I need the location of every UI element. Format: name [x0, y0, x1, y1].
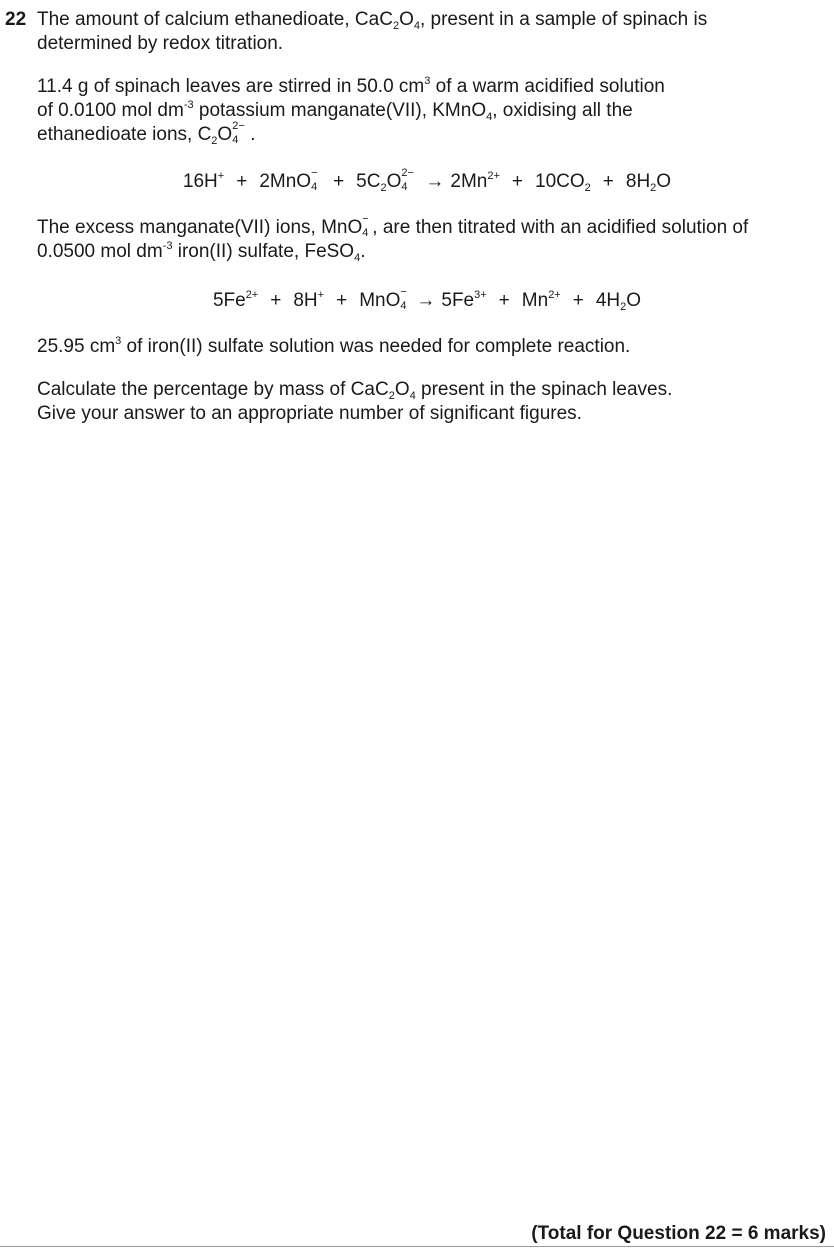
plus-sign: + [511, 171, 523, 192]
subscript: 2 [392, 20, 400, 32]
ion-superscript: 2− [401, 167, 414, 179]
superscript: -3 [183, 99, 194, 111]
eq-term: 8H [293, 290, 318, 311]
intro-text: determined by redox titration. [37, 33, 284, 54]
setup-text: of a warm acidified solution [430, 76, 665, 97]
ion-superscript: − [311, 167, 318, 179]
equation-oxalate-permanganate [37, 167, 817, 194]
volume-text: of iron(II) sulfate solution was needed for complete reaction. [121, 336, 631, 357]
plus-sign: + [333, 171, 345, 192]
question-number: 22 [5, 9, 27, 30]
plus-sign: + [236, 171, 248, 192]
reaction-arrow: → [416, 290, 436, 311]
excess-text: . [360, 241, 366, 262]
total-marks: (Total for Question 22 = 6 marks) [531, 1223, 826, 1244]
ion-superscript: 2− [232, 120, 245, 132]
setup-paragraph [37, 75, 817, 147]
task-text: Calculate the percentage by mass of CaC [37, 379, 389, 400]
superscript: -3 [162, 240, 173, 252]
plus-sign: + [602, 171, 614, 192]
ion-charge [232, 120, 250, 146]
question-body [37, 8, 817, 426]
ion-subscript: 4 [362, 227, 369, 239]
subscript: 2 [584, 182, 591, 194]
subscript: 4 [354, 252, 361, 264]
superscript: + [217, 170, 225, 182]
superscript: 2+ [245, 289, 259, 301]
eq-term: 16H [182, 171, 218, 192]
setup-text: ethanedioate ions, C [37, 124, 212, 145]
superscript: 3 [115, 335, 122, 347]
subscript: 2 [211, 135, 218, 147]
plus-sign: + [270, 290, 282, 311]
excess-text: iron(II) sulfate, FeSO [172, 241, 355, 262]
subscript: 2 [650, 182, 657, 194]
superscript: 2+ [487, 170, 500, 182]
eq-term: 5C [356, 171, 381, 192]
eq-term: O [626, 290, 642, 311]
subscript: 4 [413, 20, 420, 32]
task-text: O [394, 379, 410, 400]
plus-sign: + [572, 290, 584, 311]
excess-text: 0.0500 mol dm [37, 241, 163, 262]
setup-text: O [217, 124, 233, 145]
task-paragraph [37, 378, 817, 426]
ion-subscript: 4 [232, 134, 239, 146]
task-text: Give your answer to an appropriate number of significant figures. [37, 403, 582, 424]
subscript: 2 [380, 182, 387, 194]
ion-charge [401, 167, 419, 193]
ion-superscript: − [362, 213, 369, 225]
setup-text: of 0.0100 mol dm [37, 100, 184, 121]
plus-sign: + [498, 290, 510, 311]
subscript: 2 [620, 301, 627, 313]
intro-text: O [399, 9, 414, 30]
superscript: + [317, 289, 325, 301]
eq-term: 4H [595, 290, 621, 311]
eq-term: 2MnO [259, 171, 312, 192]
intro-paragraph [37, 8, 817, 56]
setup-text: . [250, 124, 256, 145]
eq-term: Mn [521, 290, 549, 311]
setup-text: potassium manganate(VII), KMnO [193, 100, 487, 121]
ion-charge [400, 286, 410, 312]
intro-text: , present in a sample of spinach is [419, 9, 708, 30]
ion-subscript: 4 [400, 300, 407, 312]
bottom-rule [0, 1246, 834, 1247]
volume-paragraph [37, 335, 817, 359]
subscript: 2 [388, 390, 395, 402]
subscript: 4 [409, 390, 416, 402]
reaction-arrow: → [425, 171, 445, 192]
subscript: 4 [486, 111, 493, 123]
task-text: present in the spinach leaves. [415, 379, 673, 400]
eq-term: MnO [359, 290, 401, 311]
ion-subscript: 4 [311, 181, 318, 193]
superscript: 3 [424, 75, 431, 87]
excess-paragraph [37, 213, 817, 264]
excess-text: , are then titrated with an acidified solution of [372, 217, 749, 238]
eq-term: 5Fe [441, 290, 475, 311]
volume-text: 25.95 cm [37, 336, 116, 357]
setup-text: 11.4 g of spinach leaves are stirred in 50.0 cm [37, 76, 425, 97]
eq-term: O [386, 171, 402, 192]
eq-term: 10CO [535, 171, 585, 192]
excess-text: The excess manganate(VII) ions, MnO [37, 217, 363, 238]
ion-superscript: − [400, 286, 407, 298]
eq-term: O [656, 171, 672, 192]
eq-term: 5Fe [212, 290, 246, 311]
ion-charge [362, 213, 372, 239]
equation-iron-permanganate [37, 286, 817, 313]
plus-sign: + [336, 290, 348, 311]
eq-term: 8H [625, 171, 651, 192]
superscript: 3+ [474, 289, 487, 301]
setup-text: , oxidising all the [492, 100, 633, 121]
intro-text: The amount of calcium ethanedioate, CaC [37, 9, 393, 30]
superscript: 2+ [548, 289, 561, 301]
ion-charge [311, 167, 321, 193]
ion-subscript: 4 [401, 181, 408, 193]
eq-term: 2Mn [450, 171, 488, 192]
